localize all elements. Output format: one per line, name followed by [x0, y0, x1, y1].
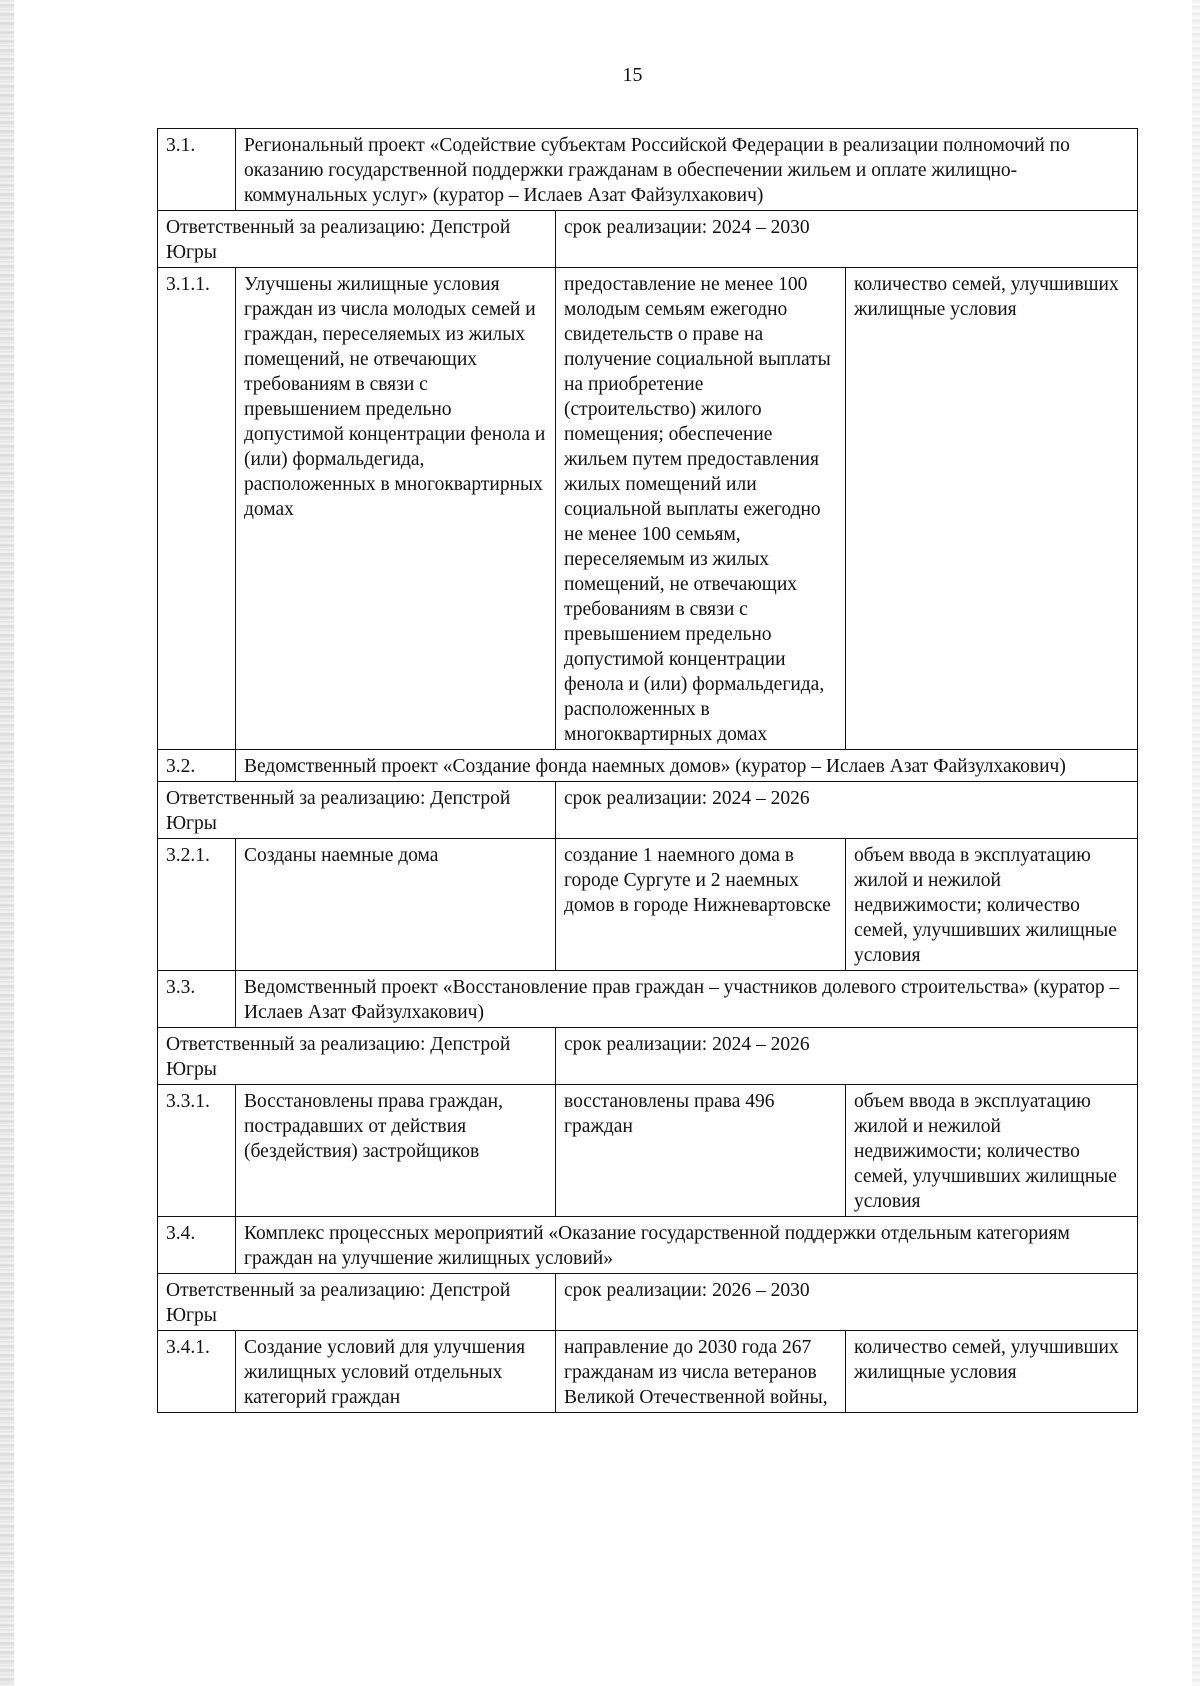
page-number: 15	[622, 64, 643, 86]
term-cell: срок реализации: 2026 – 2030	[556, 1274, 1138, 1331]
task-number: 3.2.1.	[158, 839, 236, 971]
task-indicator: количество семей, улучшивших жилищные условия	[846, 1331, 1138, 1413]
task-row	[158, 839, 1138, 971]
section-header-row	[158, 1217, 1138, 1274]
term-cell: срок реализации: 2024 – 2026	[556, 782, 1138, 839]
task-number: 3.1.1.	[158, 268, 236, 750]
responsible-cell: Ответственный за реализацию: Депстрой Югры	[158, 1274, 556, 1331]
section-number: 3.2.	[158, 750, 236, 782]
task-name: Созданы наемные дома	[236, 839, 556, 971]
section-title: Ведомственный проект «Восстановление прав граждан – участников долевого строительства» (куратор – Ислаев Азат Файзулхакович)	[236, 971, 1138, 1028]
section-header-row	[158, 971, 1138, 1028]
section-title: Региональный проект «Содействие субъектам Российской Федерации в реализации полномочий по оказанию государственной поддержки гражданам в обеспечении жильем и оплате жилищно-коммунальных услуг» (куратор – Ислаев Азат Файзулхакович)	[236, 129, 1138, 211]
task-name: Улучшены жилищные условия граждан из числа молодых семей и граждан, переселяемых из жилых помещений, не отвечающих требованиям в связи с превышением предельно допустимой концентрации фенола и (или) формальдегида, расположенных в многоквартирных домах	[236, 268, 556, 750]
section-number: 3.4.	[158, 1217, 236, 1274]
term-cell: срок реализации: 2024 – 2026	[556, 1028, 1138, 1085]
task-number: 3.4.1.	[158, 1331, 236, 1413]
responsible-cell: Ответственный за реализацию: Депстрой Югры	[158, 1028, 556, 1085]
section-header-row	[158, 750, 1138, 782]
term-cell: срок реализации: 2024 – 2030	[556, 211, 1138, 268]
task-indicator: объем ввода в эксплуатацию жилой и нежилой недвижимости; количество семей, улучшивших жилищные условия	[846, 839, 1138, 971]
task-description: предоставление не менее 100 молодым семьям ежегодно свидетельств о праве на получение социальной выплаты на приобретение (строительство) жилого помещения; обеспечение жильем путем предоставления жилых помещений или социальной выплаты ежегодно не менее 100 семьям, переселяемым из жилых помещений, не отвечающих требованиям в связи с превышением предельно допустимой концентрации фенола и (или) формальдегида, расположенных в многоквартирных домах	[556, 268, 846, 750]
task-description: создание 1 наемного дома в городе Сургуте и 2 наемных домов в городе Нижневартовске	[556, 839, 846, 971]
section-title: Комплекс процессных мероприятий «Оказание государственной поддержки отдельным категориям граждан на улучшение жилищных условий»	[236, 1217, 1138, 1274]
task-description: направление до 2030 года 267 гражданам из числа ветеранов Великой Отечественной войны,	[556, 1331, 846, 1413]
section-meta-row	[158, 211, 1138, 268]
task-row	[158, 1085, 1138, 1217]
program-structure-table	[157, 128, 1138, 1413]
section-meta-row	[158, 1028, 1138, 1085]
task-number: 3.3.1.	[158, 1085, 236, 1217]
section-meta-row	[158, 782, 1138, 839]
task-description: восстановлены права 496 граждан	[556, 1085, 846, 1217]
responsible-cell: Ответственный за реализацию: Депстрой Югры	[158, 782, 556, 839]
section-meta-row	[158, 1274, 1138, 1331]
responsible-cell: Ответственный за реализацию: Депстрой Югры	[158, 211, 556, 268]
task-row	[158, 1331, 1138, 1413]
section-header-row	[158, 129, 1138, 211]
section-number: 3.1.	[158, 129, 236, 211]
task-indicator: количество семей, улучшивших жилищные условия	[846, 268, 1138, 750]
section-title: Ведомственный проект «Создание фонда наемных домов» (куратор – Ислаев Азат Файзулхакович)	[236, 750, 1138, 782]
scan-edge-left	[0, 0, 14, 1686]
scan-edge-right	[1192, 0, 1200, 1686]
task-indicator: объем ввода в эксплуатацию жилой и нежилой недвижимости; количество семей, улучшивших жилищные условия	[846, 1085, 1138, 1217]
task-name: Восстановлены права граждан, пострадавших от действия (бездействия) застройщиков	[236, 1085, 556, 1217]
task-row	[158, 268, 1138, 750]
task-name: Создание условий для улучшения жилищных условий отдельных категорий граждан	[236, 1331, 556, 1413]
section-number: 3.3.	[158, 971, 236, 1028]
